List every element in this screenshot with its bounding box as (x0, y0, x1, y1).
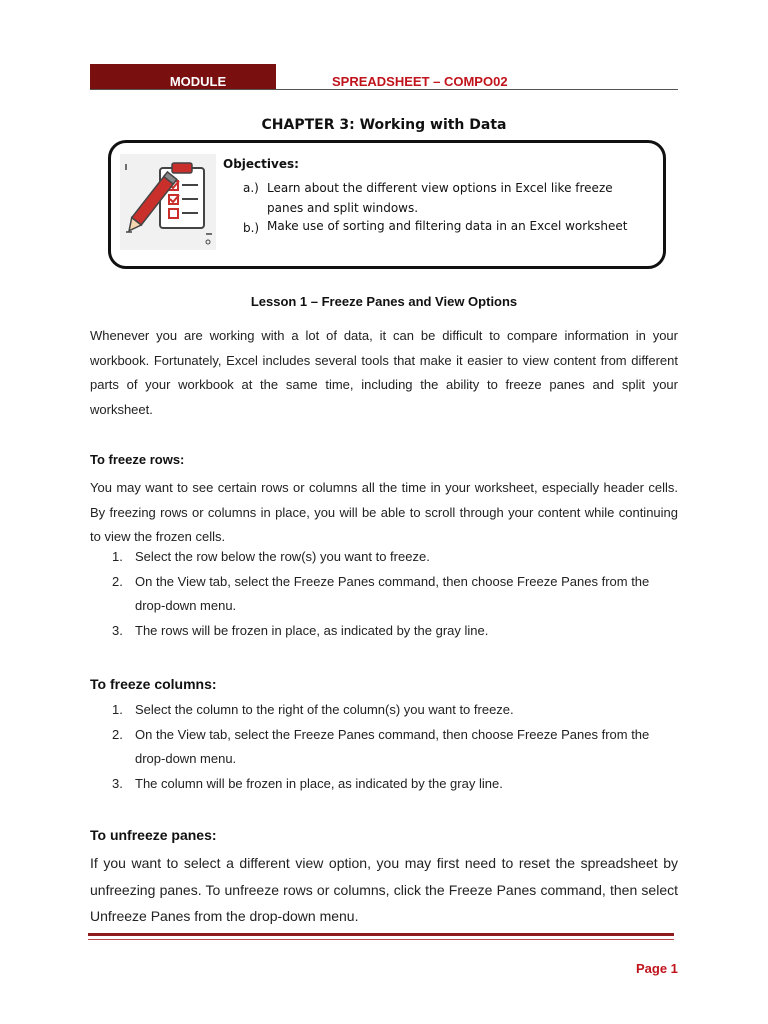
list-item (112, 772, 678, 797)
freeze-rows-heading: To freeze rows: (90, 452, 185, 467)
page-number: Page 1 (636, 961, 678, 976)
unfreeze-heading: To unfreeze panes: (90, 827, 217, 843)
unfreeze-paragraph: If you want to select a different view option, you may first need to reset the spreadsheet by unfreezing panes. To unfreeze rows or columns, click the Freeze Panes command, then select Unfreeze Panes from the drop-down menu. (90, 855, 678, 924)
header-rule (90, 89, 678, 90)
step-number: 1. (112, 702, 123, 717)
step-number: 2. (112, 726, 123, 742)
step-text: The rows will be frozen in place, as indicated by the gray line. (135, 622, 489, 638)
objective-a-text: Learn about the different view options in Excel like freeze panes and split windows. (267, 181, 613, 215)
freeze-rows-steps (112, 545, 678, 643)
chapter-title: CHAPTER 3: Working with Data (261, 117, 507, 133)
intro-paragraph: Whenever you are working with a lot of data, it can be difficult to compare information in your workbook. Fortunately, Excel includes several tools that make it easier to view content from different parts of your workbook at the same time, including the ability to freeze panes and split your worksheet. (90, 328, 678, 417)
footer-rule-thin (88, 939, 674, 940)
list-item (112, 698, 678, 723)
header-course-title: SPREADSHEET – COMPO02 (332, 74, 508, 89)
list-item (112, 570, 678, 619)
step-number: 1. (112, 549, 123, 564)
objective-b-text: Make use of sorting and filtering data in an Excel worksheet (267, 219, 628, 233)
step-number: 3. (112, 622, 123, 638)
step-text: On the View tab, select the Freeze Panes command, then choose Freeze Panes from the drop-down menu. (135, 726, 650, 766)
footer-rule (88, 933, 674, 936)
step-number: 3. (112, 775, 123, 791)
clipboard-checklist-pencil-icon (120, 154, 216, 250)
freeze-columns-steps (112, 698, 678, 796)
list-item (112, 619, 678, 644)
step-text: The column will be frozen in place, as indicated by the gray line. (135, 775, 503, 791)
objectives-heading: Objectives: (223, 157, 299, 171)
freeze-columns-heading: To freeze columns: (90, 676, 217, 692)
objective-a-marker: a.) (243, 181, 259, 195)
step-text: Select the row below the row(s) you want to freeze. (135, 549, 430, 564)
lesson-title: Lesson 1 – Freeze Panes and View Options (250, 294, 518, 309)
list-item (112, 723, 678, 772)
step-text: On the View tab, select the Freeze Panes command, then choose Freeze Panes from the drop-down menu. (135, 573, 650, 613)
header-module-label: MODULE (169, 74, 227, 89)
freeze-rows-intro: You may want to see certain rows or columns all the time in your worksheet, especially header cells. By freezing rows or columns in place, you will be able to scroll through your content while continuing to view the frozen cells. (90, 480, 678, 544)
step-number: 2. (112, 573, 123, 589)
step-text: Select the column to the right of the column(s) you want to freeze. (135, 702, 514, 717)
objective-b-marker: b.) (243, 221, 260, 235)
list-item (112, 545, 678, 570)
